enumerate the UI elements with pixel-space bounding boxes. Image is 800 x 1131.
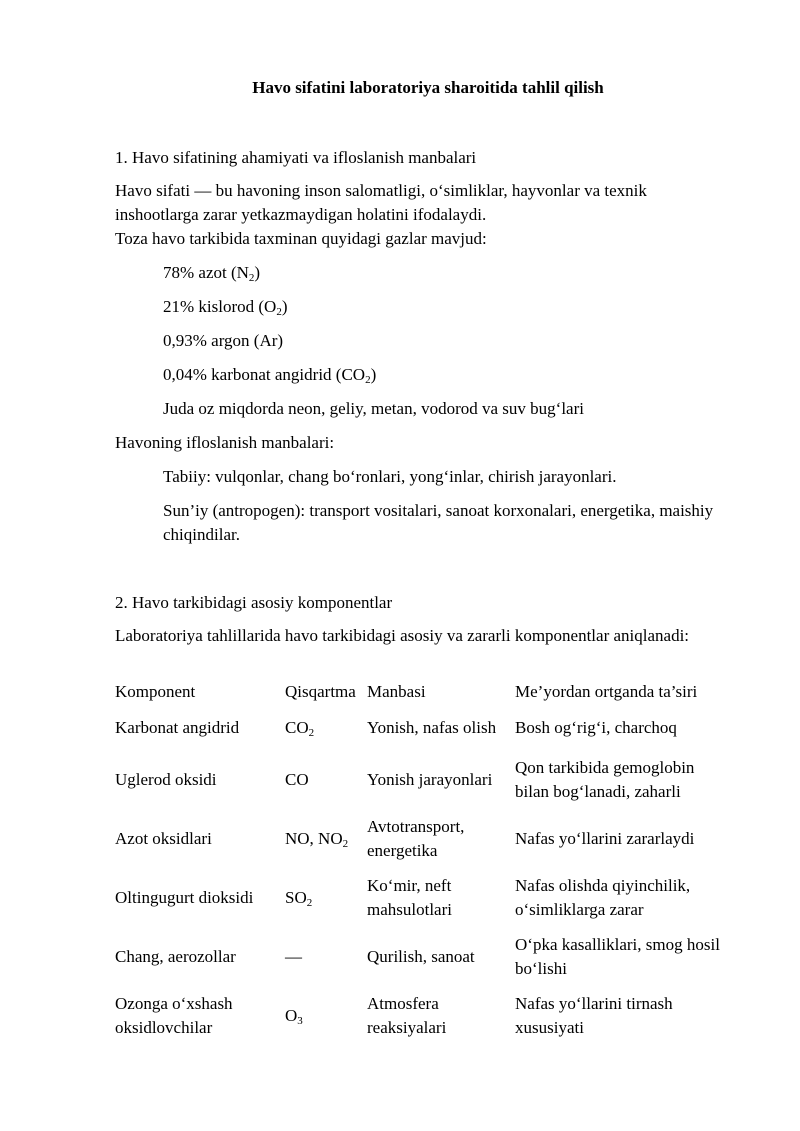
abbreviation-cell: $CO_2$ [285,718,315,739]
column-header: Qisqartma [285,682,356,701]
document-title: Havo sifatini laboratoriya sharoitida tahlil qilish [252,78,604,97]
column-header: Manbasi [367,682,426,701]
component-cell: Uglerod oksidi [115,769,217,789]
effect-cell: Nafas olishda qiyinchilik, o‘simliklarga zarar [515,875,691,919]
component-cell: Azot oksidlari [115,828,212,848]
table-row [115,986,725,1045]
list-item: 78% azot $(N_2)$ [163,263,261,284]
column-header: Me’yordan ortganda ta’siri [515,682,698,701]
air-quality-definition: Havo sifati — bu havoning inson salomatligi, o‘simliklar, hayvonlar va texnik inshootlarga zarar yetkazmaydigan holatini ifodalaydi. [115,181,647,224]
components-table [115,680,725,1045]
source-cell: Atmosfera reaksiyalari [367,993,447,1037]
component-cell: Ozonga o‘xshash oksidlovchilar [115,993,233,1037]
effect-cell: O‘pka kasalliklari, smog hosil bo‘lishi [515,934,720,978]
list-item: Juda oz miqdorda neon, geliy, metan, vodorod va suv bug‘lari [163,399,584,418]
abbreviation-cell: CO [285,769,309,789]
effect-cell: Nafas yo‘llarini tirnash xususiyati [515,993,673,1037]
table-row [115,750,725,809]
pollution-sources-list [163,465,733,557]
section-1-heading: 1. Havo sifatining ahamiyati va ifloslanish manbalari [115,148,477,167]
section-2-intro: Laboratoriya tahlillarida havo tarkibidagi asosiy va zararli komponentlar aniqlanadi: [115,626,690,645]
source-cell: Yonish jarayonlari [367,769,493,789]
gases-intro: Toza havo tarkibida taxminan quyidagi gazlar mavjud: [115,229,487,248]
component-cell: Karbonat angidrid [115,718,240,737]
effect-cell: Qon tarkibida gemoglobin bilan bog‘lanadi, zaharli [515,757,695,801]
source-cell: Qurilish, sanoat [367,946,475,966]
effect-cell: Nafas yo‘llarini zararlaydi [515,828,695,848]
effect-cell: Bosh og‘rig‘i, charchoq [515,718,677,737]
list-item: 0,93% argon (Ar) [163,331,284,350]
pollution-sources-title: Havoning ifloslanish manbalari: [115,433,335,452]
table-row [115,868,725,927]
section-2-heading: 2. Havo tarkibidagi asosiy komponentlar [115,593,393,612]
list-item: Tabiiy: vulqonlar, chang bo‘ronlari, yong‘inlar, chirish jarayonlari. [163,467,617,486]
section-1-intro [115,179,725,251]
list-item: Sun’iy (antropogen): transport vositalari, sanoat korxonalari, energetika, maishiy chiqindilar. [163,501,714,544]
gas-composition-list [163,261,584,431]
abbreviation-cell: — [285,946,302,966]
abbreviation-cell: $O_3$ [285,1005,303,1027]
table-row [115,706,725,750]
source-cell: Yonish, nafas olish [367,718,497,737]
abbreviation-cell: $SO_2$ [285,887,313,909]
source-cell: Avtotransport, energetika [367,816,465,860]
column-header: Komponent [115,682,196,701]
list-item: 0,04% karbonat angidrid $(CO_2)$ [163,365,377,386]
table-header-row [115,680,725,706]
source-cell: Ko‘mir, neft mahsulotlari [367,875,452,919]
table-row [115,809,725,868]
list-item: 21% kislorod $(O_2)$ [163,297,288,318]
table-row [115,927,725,986]
component-cell: Chang, aerozollar [115,946,236,966]
abbreviation-cell: NO, $NO_2$ [285,828,349,850]
component-cell: Oltingugurt dioksidi [115,887,254,907]
